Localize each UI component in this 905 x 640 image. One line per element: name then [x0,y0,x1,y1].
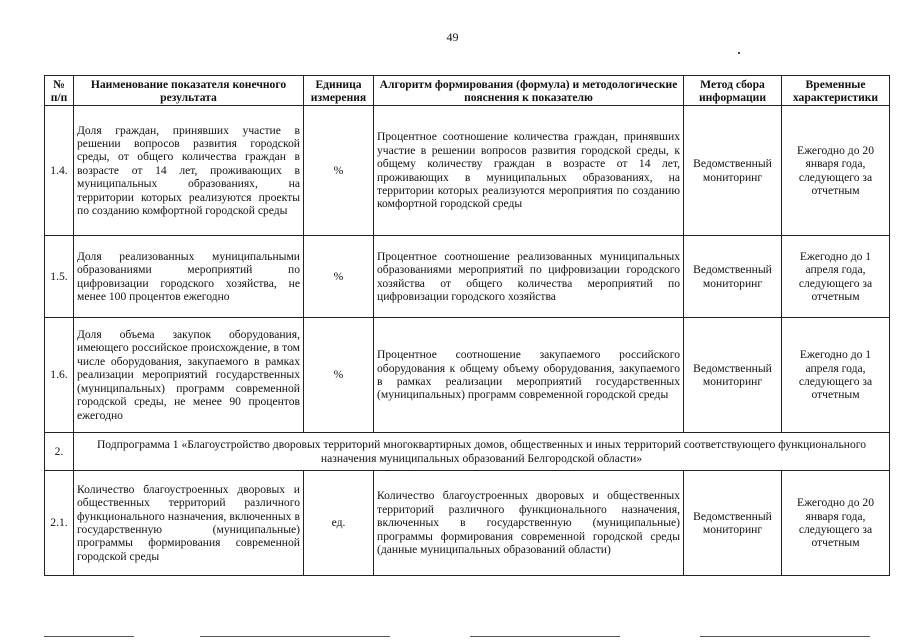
indicators-table [44,75,890,576]
row-time: Ежегодно до 20 января года, следующего за отчетным [782,471,890,576]
header-unit: Единица измерения [304,76,374,106]
row-unit: ед. [304,471,374,576]
row-num: 1.6. [45,318,74,433]
row-algorithm: Процентное соотношение реализованных муниципальных образованиями мероприятий по цифровизации городского хозяйства от общего количества мероприятий по цифровизации городского хозяйства [374,236,684,318]
row-indicator-name: Доля реализованных муниципальными образованиями мероприятий по цифровизации городского хозяйства, не менее 100 процентов ежегодно [74,236,304,318]
row-method: Ведомственный мониторинг [684,236,782,318]
row-algorithm: Процентное соотношение закупаемого российского оборудования к общему объему оборудования, закупаемого в рамках реализации мероприятий государственных (муниципальных) программ современной городской среды [374,318,684,433]
row-method: Ведомственный мониторинг [684,106,782,236]
subprogram-row [45,433,890,471]
row-num: 1.5. [45,236,74,318]
scan-edge-line [470,636,620,637]
row-time: Ежегодно до 20 января года, следующего за отчетным [782,106,890,236]
subprogram-title: Подпрограмма 1 «Благоустройство дворовых территорий многоквартирных домов, общественных и иных территорий соответствующего функционального назначения муниципальных образований Белгородской области» [74,433,890,471]
row-indicator-name: Доля объема закупок оборудования, имеющего российское происхождение, в том числе оборудования, закупаемого в рамках реализации мероприятий государственных (муниципальных) программ современной городской среды, не менее 90 процентов ежегодно [74,318,304,433]
table-row [45,318,890,433]
row-time: Ежегодно до 1 апреля года, следующего за отчетным [782,318,890,433]
row-num: 2.1. [45,471,74,576]
scan-edge-line [44,636,134,637]
row-method: Ведомственный мониторинг [684,318,782,433]
header-num: № п/п [45,76,74,106]
header-algorithm: Алгоритм формирования (формула) и методологические пояснения к показателю [374,76,684,106]
scan-speck [738,52,740,54]
page-number: 49 [446,30,459,44]
table-row [45,236,890,318]
subprogram-num: 2. [45,433,74,471]
row-indicator-name: Количество благоустроенных дворовых и общественных территорий различного функционального назначения, включенных в государственную (муниципальные) программы формирования современной городской среды [74,471,304,576]
scan-edge-line [200,636,390,637]
row-algorithm: Процентное соотношение количества граждан, принявших участие в решении вопросов развития городской среды, к общему количеству граждан в возрасте от 14 лет, проживающих в муниципальных образованиях, на территории которых реализуются мероприятия по созданию комфортной городской среды [374,106,684,236]
table-row [45,471,890,576]
row-unit: % [304,236,374,318]
row-algorithm: Количество благоустроенных дворовых и общественных территорий различного функционального назначения, включенных в государственную (муниципальные) программы формирования современной городской среды (данные муниципальных образований области) [374,471,684,576]
row-indicator-name: Доля граждан, принявших участие в решении вопросов развития городской среды, от общего количества граждан в возрасте от 14 лет, проживающих в муниципальных образованиях, на территории которых реализуются проекты по созданию комфортной городской среды [74,106,304,236]
row-num: 1.4. [45,106,74,236]
header-name: Наименование показателя конечного результата [74,76,304,106]
table-row [45,106,890,236]
row-unit: % [304,318,374,433]
header-method: Метод сбора информации [684,76,782,106]
scan-edge-line [700,636,870,637]
row-method: Ведомственный мониторинг [684,471,782,576]
row-time: Ежегодно до 1 апреля года, следующего за отчетным [782,236,890,318]
header-time: Временные характеристики [782,76,890,106]
row-unit: % [304,106,374,236]
table-header-row [45,76,890,106]
